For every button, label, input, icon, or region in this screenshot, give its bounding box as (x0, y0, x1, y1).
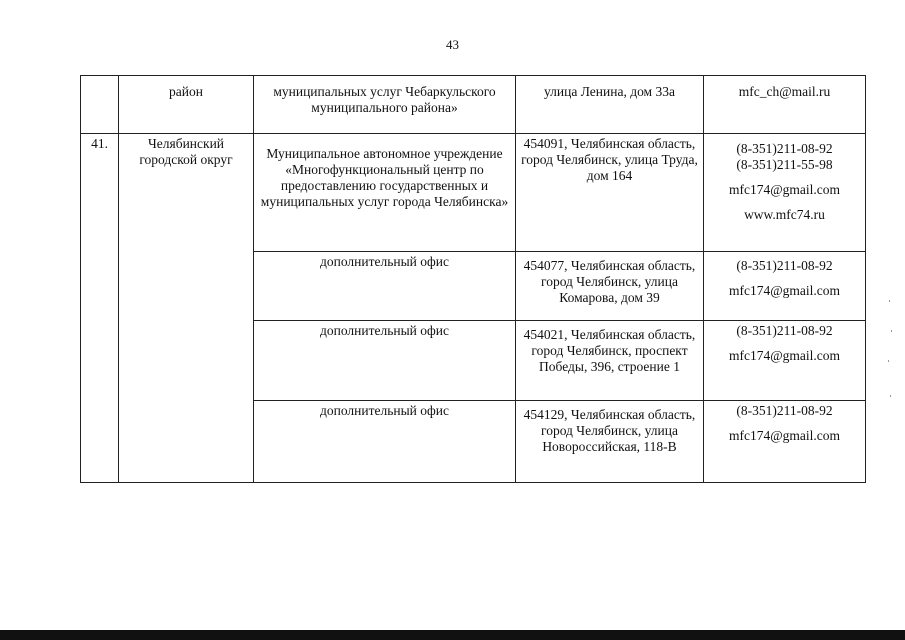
cell-address: 454021, Челябинская область, город Челябинск, проспект Победы, 396, строение 1 (516, 321, 704, 401)
phone-line: (8-351)211-08-92 (736, 323, 833, 338)
email-line: mfc174@gmail.com (728, 182, 841, 197)
phone-line: (8-351)211-08-92 (736, 403, 833, 418)
cell-contacts: mfc_ch@mail.ru (704, 76, 866, 134)
cell-office-name: Муниципальное автономное учреждение «Многофункциональный центр по предоставлению государственных и муниципальных услуг города Челябинска» (254, 134, 516, 252)
email-line: mfc174@gmail.com (728, 283, 841, 298)
scan-artifact (891, 330, 892, 332)
cell-entry-district: Челябинский городской округ (119, 134, 254, 483)
cell-office-name: дополнительный офис (254, 252, 516, 321)
cell-number-empty (81, 76, 119, 134)
scan-bottom-edge (0, 630, 905, 640)
table-row-continuation (81, 76, 866, 134)
email-line: mfc174@gmail.com (728, 428, 841, 443)
cell-address: 454091, Челябинская область, город Челябинск, улица Труда, дом 164 (516, 134, 704, 252)
cell-office-name: дополнительный офис (254, 321, 516, 401)
cell-address: 454129, Челябинская область, город Челябинск, улица Новороссийская, 118-В (516, 401, 704, 483)
scan-artifact (888, 360, 889, 362)
cell-contacts (704, 252, 866, 321)
cell-contacts (704, 134, 866, 252)
cell-contacts (704, 401, 866, 483)
cell-contacts (704, 321, 866, 401)
cell-address: улица Ленина, дом 33а (516, 76, 704, 134)
table-row (81, 134, 866, 252)
cell-address: 454077, Челябинская область, город Челябинск, улица Комарова, дом 39 (516, 252, 704, 321)
phone-line: (8-351)211-08-92 (736, 258, 833, 273)
phone-line: (8-351)211-55-98 (736, 157, 833, 172)
cell-office-name: дополнительный офис (254, 401, 516, 483)
page-number: 43 (446, 37, 459, 52)
cell-office-name: муниципальных услуг Чебаркульского муниципального района» (254, 76, 516, 134)
cell-district: район (119, 76, 254, 134)
cell-entry-number: 41. (81, 134, 119, 483)
phone-line: (8-351)211-08-92 (736, 141, 833, 156)
website-line: www.mfc74.ru (744, 207, 825, 222)
scan-artifact (889, 300, 890, 302)
scan-artifact (890, 395, 891, 397)
email-line: mfc174@gmail.com (728, 348, 841, 363)
mfc-table (80, 75, 866, 483)
